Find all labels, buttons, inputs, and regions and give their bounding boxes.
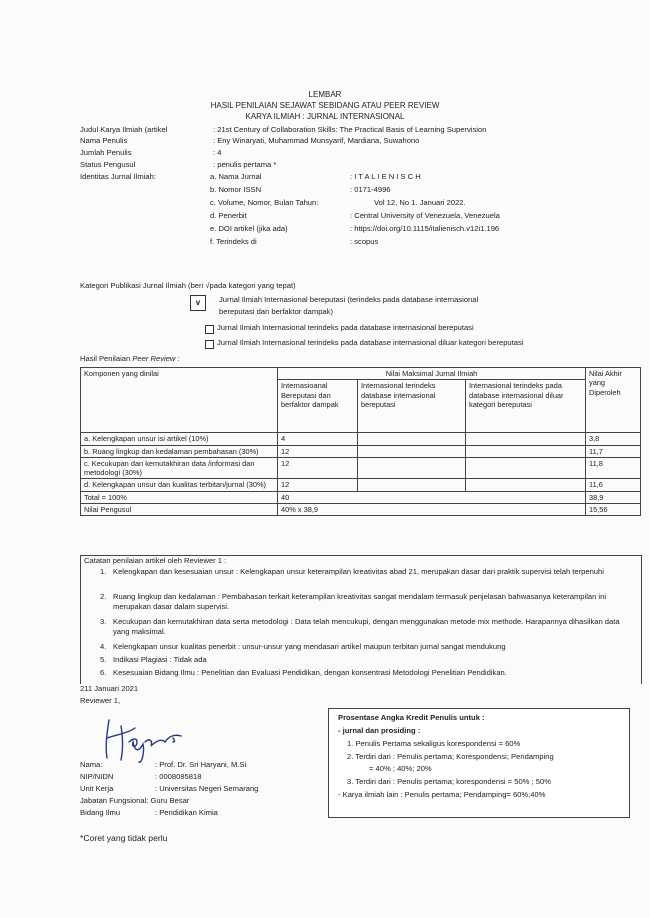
reviewer-field-label: Bidang Ilmu xyxy=(80,808,121,817)
table-row-total xyxy=(81,491,641,503)
row-final: 38,9 xyxy=(586,491,641,503)
row-max: 40 xyxy=(278,491,586,503)
category-option-3-checkbox[interactable] xyxy=(205,340,214,349)
doc-title-line3: KARYA ILMIAH : JURNAL INTERNASIONAL xyxy=(245,112,405,121)
row-max: 12 xyxy=(278,457,358,479)
credit-line-2b: = 40% ; 40%; 20% xyxy=(369,764,432,773)
reviewer-nip-label: NIP/NIDN xyxy=(80,772,114,781)
row-max: 12 xyxy=(278,479,358,491)
category-option-1-line2: bereputasi dan berfaktor dampak) xyxy=(219,307,333,316)
row-component: Nilai Pengusul xyxy=(81,503,278,515)
meta-value-authors: : Eny Winaryati, Muhammad Munsyarif, Mardiana, Suwahono xyxy=(213,136,420,145)
credit-line-1: 1. Penulis Pertama sekaligus korespondensi = 60% xyxy=(347,739,521,748)
row-component: Total = 100% xyxy=(81,491,278,503)
table-row xyxy=(81,479,641,491)
review-date: 211 Januari 2021 xyxy=(80,684,139,693)
journal-value-publisher: : Central University of Venezuela, Venezuela xyxy=(350,211,500,220)
journal-value-index: : scopus xyxy=(350,237,379,246)
credit-percentage-box xyxy=(328,708,630,818)
row-final: 15,56 xyxy=(586,503,641,515)
credit-line-4: - Karya ilmiah lain : Penulis pertama; Pendamping= 60%;40% xyxy=(338,790,546,799)
reviewer-unit-value: : Universitas Negeri Semarang xyxy=(155,784,259,793)
credit-box-subtitle: - jurnal dan prosiding : xyxy=(338,726,421,735)
reviewer-field-value: : Pendidikan Kimia xyxy=(155,808,218,817)
meta-value-count: : 4 xyxy=(213,148,222,157)
table-row-proposer-score xyxy=(81,503,641,515)
table-row xyxy=(81,433,641,445)
journal-key-volume: c. Volume, Nomor, Bulan Tahun: xyxy=(210,198,319,207)
notes-title: Catatan penilaian artikel oleh Reviewer 1 : xyxy=(84,556,227,565)
note-item: 5. Indikasi Plagiasi : Tidak ada xyxy=(100,655,207,664)
meta-label-identity: Identitas Jurnal Ilmiah: xyxy=(80,172,156,181)
category-option-2-label: Jurnal Ilmiah Internasional terindeks pada database internasional bereputasi xyxy=(217,323,474,332)
category-checked-box[interactable]: v xyxy=(190,295,206,311)
journal-key-doi: e. DOI artikel (jika ada) xyxy=(210,224,288,233)
category-option-1-line1: Jurnal Ilmiah Internasional bereputasi (terindeks pada database internasional xyxy=(219,295,479,304)
credit-box-title: Prosentase Angka Kredit Penulis untuk : xyxy=(338,713,485,722)
meta-label-authors: Nama Penulis xyxy=(80,136,128,145)
header-max-score: Nilai Maksimal Jurnal Ilmiah xyxy=(278,368,586,380)
journal-key-name: a. Nama Jurnal xyxy=(210,172,262,181)
reviewer-name-label: Nama: xyxy=(80,760,103,769)
journal-key-index: f. Terindeks di xyxy=(210,237,257,246)
row-component: a. Kelengkapan unsur isi artikel (10%) xyxy=(81,433,278,445)
row-max: 4 xyxy=(278,433,358,445)
journal-value-doi: : https://doi.org/10.1115/italienisch.v12i1.196 xyxy=(350,224,500,233)
row-max: 40% x 38,9 xyxy=(278,503,586,515)
doc-title-line1: LEMBAR xyxy=(308,90,342,99)
header-col-indexed-reputable: Internasional terindeks database internasional bereputasi xyxy=(358,380,466,433)
header-component: Komponen yang dinilai xyxy=(81,368,278,433)
review-section-title: Hasil Penilaian Peer Review : xyxy=(80,354,180,363)
row-component: b. Ruang lingkup dan kedalaman pembahasan (30%) xyxy=(81,445,278,457)
row-final: 3,8 xyxy=(586,433,641,445)
note-item: 6. Kesesuaian Bidang Ilmu : Penelitian dan Evaluasi Pendidikan, dengan konsentrasi Metodologi Penelitian Pendidikan. xyxy=(100,668,507,677)
meta-label-title: Judul Karya Ilmiah (artikel xyxy=(80,125,168,134)
footnote: *Coret yang tidak perlu xyxy=(80,833,168,843)
journal-value-issn: : 0171-4996 xyxy=(350,185,391,194)
journal-key-publisher: d. Penerbit xyxy=(210,211,247,220)
row-final: 11,6 xyxy=(586,479,641,491)
row-final: 11,7 xyxy=(586,445,641,457)
note-item: 1. Kelengkapan dan kesesuaian unsur : Kelengkapan unsur keterampilan kreativitas abad 21, merupakan dasar dari praktik supervisi telah terpenuhi xyxy=(100,567,604,576)
meta-value-status: : penulis pertama * xyxy=(213,160,277,169)
category-title: Kategori Publikasi Jurnal Ilmiah (beri √pada kategori yang tepat) xyxy=(80,281,296,290)
credit-line-2a: 2. Terdiri dari : Penulis pertama; Korespondensi; Pendamping xyxy=(347,752,554,761)
row-max: 12 xyxy=(278,445,358,457)
header-col-reputable-impact: Internasioanal Bereputasi dan berfaktor dampak xyxy=(278,380,358,433)
reviewer-position: Jabatan Fungsional: Guru Besar xyxy=(80,796,190,805)
credit-line-3: 3. Terdiri dari : Penulis pertama; korespondensi = 50% ; 50% xyxy=(347,777,551,786)
table-row xyxy=(81,457,641,479)
table-row xyxy=(81,445,641,457)
category-option-3-label: Jurnal Ilmiah Internasional terindeks pada database internasional diluar kategori bereputasi xyxy=(217,338,524,347)
meta-label-count: Jumlah Penulis xyxy=(80,148,132,157)
journal-value-volume: Vol 12, No 1. Januari 2022. xyxy=(374,198,466,207)
note-item: 4. Kelengkapan unsur kualitas penerbit : unsur-unsur yang mendasari artikel maupun terbitan jurnal sangat mendukung xyxy=(100,642,506,651)
header-final-score: Nilai Akhir yang Diperoleh xyxy=(586,368,641,433)
header-col-indexed-other: Internasional terindeks pada database internasional diluar kategori bereputasi xyxy=(466,380,586,433)
note-item: 3. Kecukupan dan kemutakhiran data serta metodologi : Data telah mencukupi, dengan menggunakan metode mix methode. Harapannya dihasilkan data yang maksimal. xyxy=(100,617,620,636)
journal-key-issn: b. Nomor ISSN xyxy=(210,185,262,194)
reviewer-nip-value: : 0008085818 xyxy=(155,772,202,781)
note-item: 2. Ruang lingkup dan kedalaman : Pembahasan terkait keterampilan kreativitas sangat mendalam termasuk penjelasan bahwasanya keterampilan ini merupakan dasar dalam supervisi. xyxy=(100,592,607,611)
reviewer-role: Reviewer 1, xyxy=(80,696,121,705)
journal-value-name: : I T A L I E N I S C H xyxy=(350,172,421,181)
row-final: 11,8 xyxy=(586,457,641,479)
reviewer-unit-label: Unit Kerja xyxy=(80,784,114,793)
row-component: d. Kelengkapan unsur dan kualitas terbitan/jurnal (30%) xyxy=(81,479,278,491)
category-option-2-checkbox[interactable] xyxy=(205,325,214,334)
meta-label-status: Status Pengusul xyxy=(80,160,136,169)
meta-value-title: : 21st Century of Collaboration Skills: The Practical Basis of Learning Supervision xyxy=(213,125,487,134)
doc-title-line2: HASIL PENILAIAN SEJAWAT SEBIDANG ATAU PEER REVIEW xyxy=(210,101,440,110)
reviewer-name-value: : Prof. Dr. Sri Haryani, M.Si xyxy=(155,760,247,769)
review-table xyxy=(80,367,641,516)
row-component: c. Kecukupan dan kemutakhiran data /informasi dan metodologi (30%) xyxy=(81,457,278,479)
